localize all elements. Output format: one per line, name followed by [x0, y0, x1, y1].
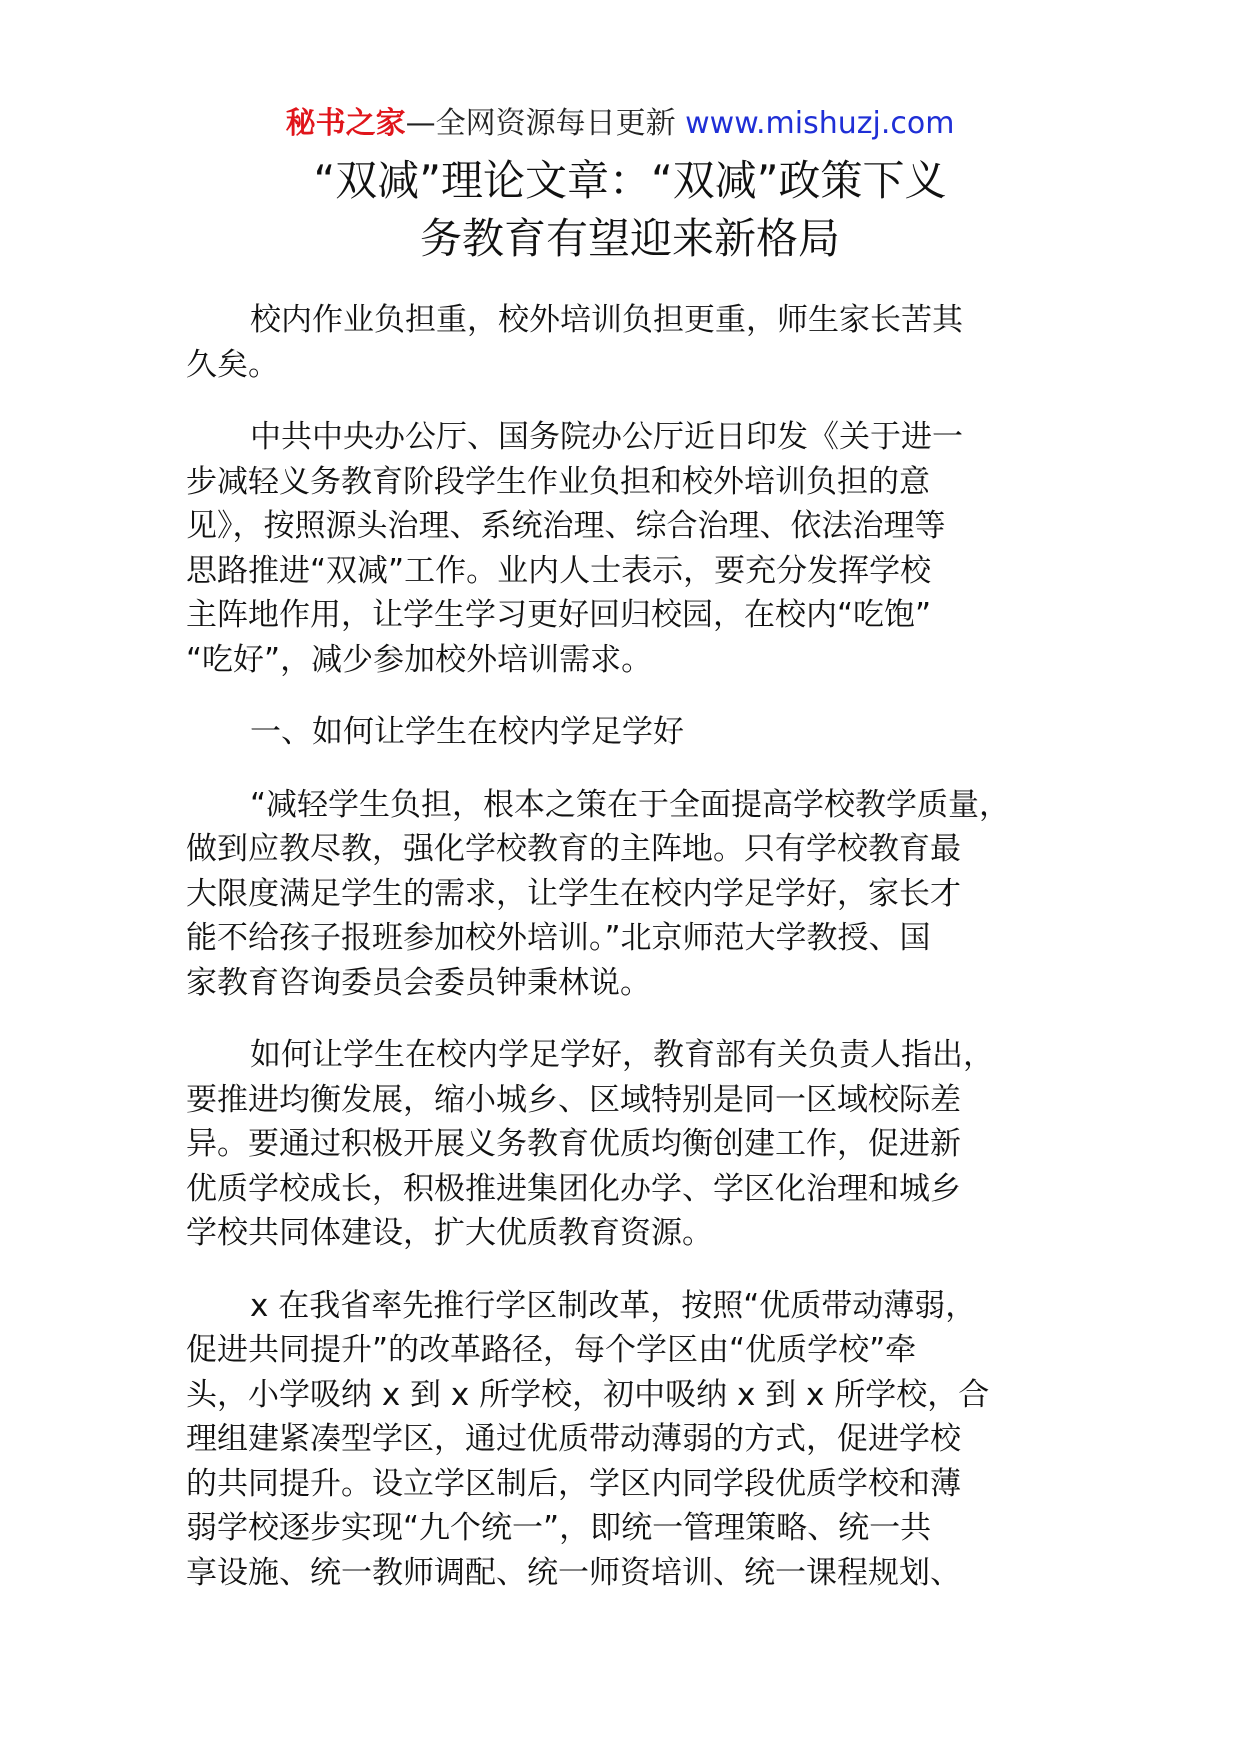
site-header [0, 100, 1240, 148]
paragraph-line: “吃好”，减少参加校外培训需求。 [186, 641, 653, 678]
body-paragraph [186, 415, 1086, 682]
paragraph-line: 头，小学吸纳 x 到 x 所学校，初中吸纳 x 到 x 所学校，合 [186, 1376, 990, 1413]
document-body [186, 298, 1086, 1623]
paragraph-line: 做到应教尽教，强化学校教育的主阵地。只有学校教育最 [186, 831, 961, 867]
brand-name: 秘书之家 [285, 106, 406, 141]
section-heading [186, 710, 1086, 755]
title-line-1: “双减”理论文章：“双减”政策下义 [313, 156, 947, 205]
paragraph-line: 弱学校逐步实现“九个统一”，即统一管理策略、统一共 [186, 1510, 932, 1546]
document-title [190, 152, 1070, 268]
body-paragraph [186, 1033, 1086, 1256]
paragraph-line: 异。要通过积极开展义务教育优质均衡创建工作，促进新 [186, 1126, 961, 1162]
body-paragraph [186, 1284, 1086, 1596]
paragraph-line: 享设施、统一教师调配、统一师资培训、统一课程规划、 [186, 1554, 961, 1591]
paragraph-line: 如何让学生在校内学足学好，教育部有关负责人指出， [250, 1037, 994, 1073]
body-paragraph [186, 298, 1086, 387]
paragraph-line: 大限度满足学生的需求，让学生在校内学足学好，家长才 [186, 875, 961, 912]
paragraph-line: 中共中央办公厅、国务院办公厅近日印发《关于进一 [250, 419, 963, 455]
paragraph-line: 校内作业负担重，校外培训负担更重，师生家长苦其 [250, 302, 963, 338]
site-url-link[interactable]: www.mishuzj.com [685, 106, 955, 141]
paragraph-line: x 在我省率先推行学区制改革，按照“优质带动薄弱， [250, 1287, 977, 1324]
paragraph-line: 久矣。 [186, 346, 279, 383]
paragraph-line: 思路推进“双减”工作。业内人士表示，要充分发挥学校 [186, 552, 932, 589]
paragraph-line: 学校共同体建设，扩大优质教育资源。 [186, 1215, 713, 1251]
paragraph-line: 要推进均衡发展，缩小城乡、区域特别是同一区域校际差 [186, 1081, 961, 1118]
paragraph-line: 能不给孩子报班参加校外培训。”北京师范大学教授、国 [186, 920, 931, 956]
paragraph-line: 见》，按照源头治理、系统治理、综合治理、依法治理等 [186, 508, 946, 544]
paragraph-line: 理组建紧凑型学区，通过优质带动薄弱的方式，促进学校 [186, 1421, 961, 1457]
paragraph-line: 促进共同提升”的改革路径，每个学区由“优质学校”牵 [186, 1332, 917, 1368]
paragraph-line: 主阵地作用，让学生学习更好回归校园，在校内“吃饱” [186, 597, 932, 633]
paragraph-line: 的共同提升。设立学区制后，学区内同学段优质学校和薄 [186, 1465, 961, 1502]
paragraph-line: 优质学校成长，积极推进集团化办学、学区化治理和城乡 [186, 1170, 961, 1207]
paragraph-line: “减轻学生负担，根本之策在于全面提高学校教学质量， [250, 786, 1011, 823]
paragraph-line: 家教育咨询委员会委员钟秉林说。 [186, 964, 651, 1001]
paragraph-line: 一、如何让学生在校内学足学好 [250, 714, 684, 750]
title-line-2: 务教育有望迎来新格局 [419, 214, 840, 263]
body-paragraph [186, 783, 1086, 1006]
paragraph-line: 步减轻义务教育阶段学生作业负担和校外培训负担的意 [186, 463, 930, 500]
header-slogan: —全网资源每日更新 [405, 106, 676, 141]
